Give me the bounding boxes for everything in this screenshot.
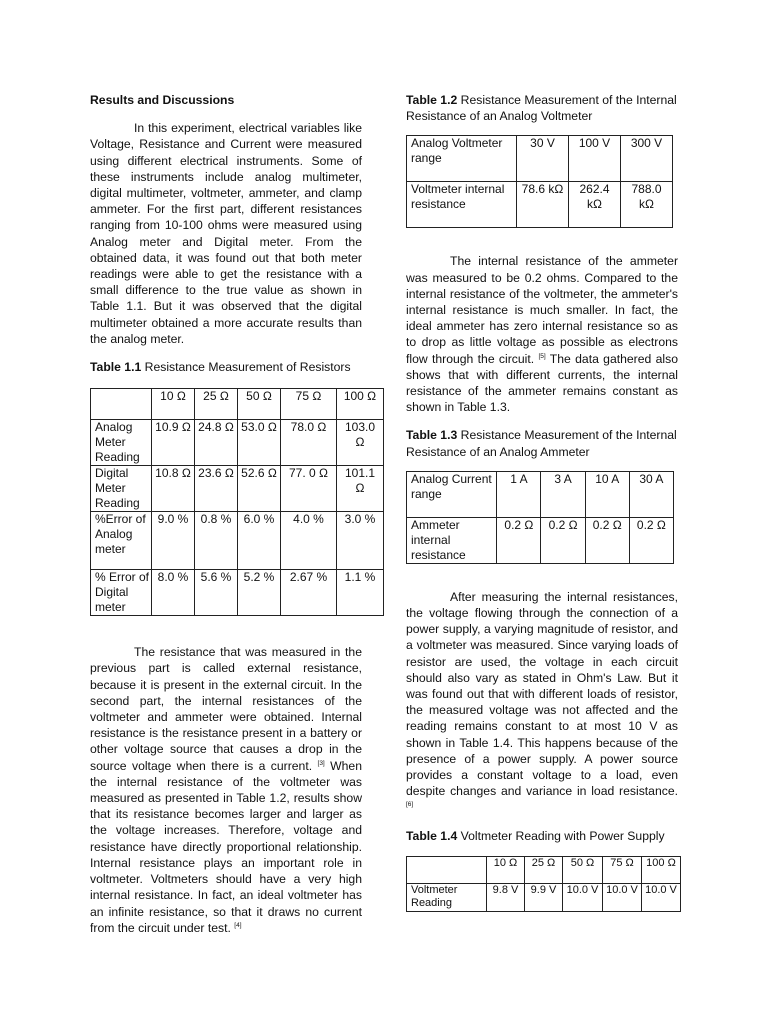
- table-row: [407, 856, 681, 883]
- table-1-2-caption: [406, 92, 678, 124]
- table-cell: 10.9 Ω: [152, 420, 195, 466]
- table-row: [407, 182, 673, 228]
- table-cell: 52.6 Ω: [238, 466, 281, 512]
- table-1-4: [406, 856, 681, 912]
- table-row: [91, 466, 384, 512]
- section-heading: Results and Discussions: [90, 93, 235, 107]
- table-cell: %Error of Analog meter: [91, 512, 152, 570]
- table-cell: 1 A: [497, 471, 541, 517]
- table-cell: 3.0 %: [337, 512, 384, 570]
- paragraph-intro: In this experiment, electrical variables like Voltage, Resistance and Current were measured using different electrical instruments. Some of these instruments include analog multimeter, digital multimeter, voltmeter, ammeter, and clamp ammeter. For the first part, different resistances ranging from 10-100 ohms were measured using Analog meter and Digital meter. From the obtained data, it was found out that both meter readings were able to get the resistance with a small difference to the true value as shown in Table 1.1. But it was observed that the digital multimeter obtained a more accurate results than the analog meter.: [90, 121, 362, 346]
- table-cell: 10 A: [585, 471, 629, 517]
- table-1-4-title: Voltmeter Reading with Power Supply: [457, 828, 665, 843]
- table-1-3: [406, 471, 674, 564]
- table-cell: 9.0 %: [152, 512, 195, 570]
- paragraph-text: The resistance that was measured in the previous part is called external resistance, because it is present in the external circuit. In the second part, the internal resistances of the voltmeter and ammeter were obtained. Internal resistance is the resistance present in a battery or other voltage source that causes a drop in the source voltage when there is a current.: [90, 645, 362, 773]
- paragraph-text: The data gathered also shows that with different currents, the internal resistance of the ammeter remains constant as shown in Table 1.3.: [406, 351, 678, 415]
- table-cell: Analog Voltmeter range: [407, 136, 517, 182]
- citation: [6]: [406, 801, 414, 809]
- table-cell: 50 Ω: [563, 856, 603, 883]
- paragraph-text: After measuring the internal resistances, the voltage flowing through the connection of a power supply, a varying magnitude of resistor, and a voltmeter was measured. Since varying loads of resistor are used, the voltage in each circuit should also vary as stated in Ohm's Law. But it was found out that with different loads of resistor, the measured voltage was not affected and the reading remains constant to at most 10 V as shown in Table 1.4. This happens because of the presence of a power supply. A power source provides a constant voltage to a load, even despite changes and variance in load resistance.: [406, 589, 678, 799]
- table-cell: % Error of Digital meter: [91, 570, 152, 616]
- table-cell: 300 V: [621, 136, 673, 182]
- table-1-4-label: Table 1.4: [406, 828, 458, 843]
- table-row: [91, 420, 384, 466]
- table-row: [91, 389, 384, 420]
- table-cell: 100 V: [569, 136, 621, 182]
- table-cell: 10 Ω: [487, 856, 525, 883]
- table-cell: 10.0 V: [603, 883, 642, 911]
- table-cell: 8.0 %: [152, 570, 195, 616]
- table-cell: 10.8 Ω: [152, 466, 195, 512]
- table-1-1-label: Table 1.1: [90, 360, 142, 375]
- table-row: [407, 883, 681, 911]
- table-row: [91, 512, 384, 570]
- table-cell: Voltmeter internal resistance: [407, 182, 517, 228]
- table-row: [407, 471, 674, 517]
- table-cell: 24.8 Ω: [195, 420, 238, 466]
- table-cell: Digital Meter Reading: [91, 466, 152, 512]
- table-cell: Analog Meter Reading: [91, 420, 152, 466]
- table-cell: 9.9 V: [525, 883, 563, 911]
- table-cell: 78.0 Ω: [281, 420, 337, 466]
- table-cell: 262.4 kΩ: [569, 182, 621, 228]
- citation: [5]: [538, 352, 546, 360]
- table-cell: 30 V: [517, 136, 569, 182]
- table-cell: 50 Ω: [238, 389, 281, 420]
- table-cell: 78.6 kΩ: [517, 182, 569, 228]
- table-cell: 0.2 Ω: [497, 517, 541, 563]
- table-cell: 75 Ω: [281, 389, 337, 420]
- paragraph-internal-resistance: [90, 644, 362, 936]
- table-cell: 53.0 Ω: [238, 420, 281, 466]
- table-cell: 9.8 V: [487, 883, 525, 911]
- table-cell: 25 Ω: [525, 856, 563, 883]
- left-column: [90, 92, 377, 936]
- table-1-1: [90, 388, 384, 616]
- table-cell: 1.1 %: [337, 570, 384, 616]
- paragraph-text: The internal resistance of the ammeter was measured to be 0.2 ohms. Compared to the internal resistance of the voltmeter, the ammeter's internal resistance is much smaller. In fact, the ideal ammeter has zero internal resistance so as to drop as little voltage as possible as electrons flow through the circuit.: [406, 254, 678, 366]
- table-cell: 5.6 %: [195, 570, 238, 616]
- table-1-3-caption: [406, 427, 678, 459]
- table-cell: 0.8 %: [195, 512, 238, 570]
- table-cell: 0.2 Ω: [541, 517, 585, 563]
- table-cell: 101.1 Ω: [337, 466, 384, 512]
- table-cell: 6.0 %: [238, 512, 281, 570]
- table-row: [407, 136, 673, 182]
- paragraph-text: When the internal resistance of the voltmeter was measured as presented in Table 1.2, results show that its resistance becomes larger and larger as the voltage increases. Therefore, voltage and resistance have directly proportional relationship. Internal resistance plays an important role in voltmeter. Voltmeters should have a very high internal resistance. In fact, an ideal voltmeter has an infinite resistance, so that it draws no current from the circuit under test.: [90, 758, 362, 935]
- table-cell: 23.6 Ω: [195, 466, 238, 512]
- table-cell: Ammeter internal resistance: [407, 517, 497, 563]
- citation: [4]: [234, 921, 242, 929]
- table-cell: 103.0 Ω: [337, 420, 384, 466]
- table-cell: 100 Ω: [337, 389, 384, 420]
- table-cell: Voltmeter Reading: [407, 883, 487, 911]
- table-cell: 0.2 Ω: [585, 517, 629, 563]
- table-cell: [91, 389, 152, 420]
- table-cell: 30 A: [629, 471, 673, 517]
- table-cell: 4.0 %: [281, 512, 337, 570]
- table-cell: 5.2 %: [238, 570, 281, 616]
- table-1-2-title: Resistance Measurement of the Internal Resistance of an Analog Voltmeter: [406, 93, 677, 124]
- table-cell: [407, 856, 487, 883]
- table-1-3-title: Resistance Measurement of the Internal Resistance of an Analog Ammeter: [406, 428, 677, 459]
- table-cell: 10.0 V: [563, 883, 603, 911]
- table-1-3-label: Table 1.3: [406, 428, 458, 443]
- table-cell: Analog Current range: [407, 471, 497, 517]
- table-1-4-caption: [406, 828, 678, 844]
- table-cell: 10.0 V: [642, 883, 681, 911]
- citation: [3]: [317, 759, 325, 767]
- table-cell: 3 A: [541, 471, 585, 517]
- paragraph-power-supply: [406, 589, 678, 816]
- table-cell: 10 Ω: [152, 389, 195, 420]
- table-1-1-caption: [90, 359, 362, 375]
- table-1-2-label: Table 1.2: [406, 93, 458, 107]
- table-1-2: [406, 135, 673, 228]
- table-cell: 25 Ω: [195, 389, 238, 420]
- table-row: [91, 570, 384, 616]
- right-column: [406, 92, 678, 912]
- table-row: [407, 517, 674, 563]
- table-cell: 100 Ω: [642, 856, 681, 883]
- table-cell: 0.2 Ω: [629, 517, 673, 563]
- table-1-1-title: Resistance Measurement of Resistors: [141, 360, 351, 375]
- table-cell: 75 Ω: [603, 856, 642, 883]
- table-cell: 77. 0 Ω: [281, 466, 337, 512]
- paragraph-ammeter: [406, 253, 678, 415]
- table-cell: 788.0 kΩ: [621, 182, 673, 228]
- table-cell: 2.67 %: [281, 570, 337, 616]
